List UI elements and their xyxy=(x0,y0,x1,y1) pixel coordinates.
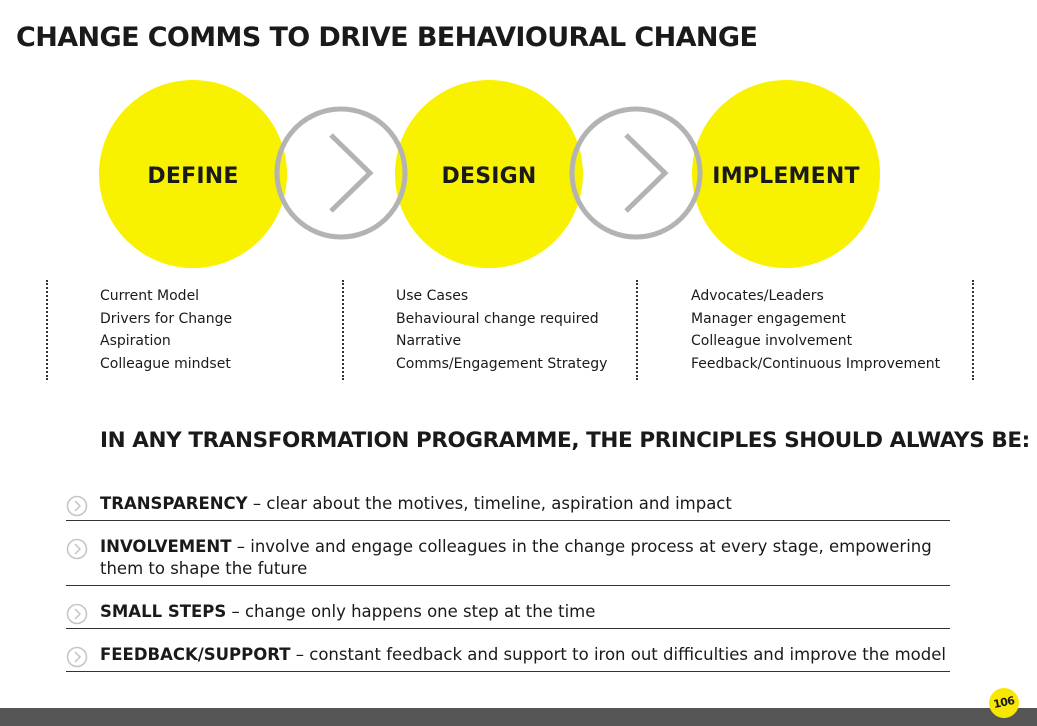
list-item: Colleague involvement xyxy=(691,333,853,350)
principle-item-transparency: TRANSPARENCY – clear about the motives, timeline, aspiration and impact xyxy=(66,490,950,521)
principle-description: constant feedback and support to iron out difficulties and improve the model xyxy=(309,645,946,664)
principle-item-small-steps: SMALL STEPS – change only happens one step at the time xyxy=(66,598,950,629)
principle-item-involvement: INVOLVEMENT – involve and engage colleagues in the change process at every stage, empowering them to shape the future xyxy=(66,533,950,586)
column-divider xyxy=(972,280,974,380)
list-item: Colleague mindset xyxy=(100,356,231,373)
design-items-list xyxy=(396,285,607,376)
connector-ring-1 xyxy=(277,109,405,237)
stage-label-implement: IMPLEMENT xyxy=(712,164,860,189)
list-item: Manager engagement xyxy=(691,310,846,327)
principle-name: TRANSPARENCY xyxy=(100,494,248,513)
column-divider xyxy=(342,280,344,380)
principles-heading: IN ANY TRANSFORMATION PROGRAMME, THE PRINCIPLES SHOULD ALWAYS BE: xyxy=(100,428,1030,453)
chevron-circle-icon xyxy=(66,646,88,668)
principle-description: change only happens one step at the time xyxy=(244,602,596,621)
principle-description: clear about the motives, timeline, aspiration and impact xyxy=(266,494,732,513)
principles-list xyxy=(66,490,950,684)
stage-label-design: DESIGN xyxy=(441,164,537,189)
principle-item-feedback-support: FEEDBACK/SUPPORT – constant feedback and support to iron out difficulties and improve the model xyxy=(66,641,950,672)
principle-name: FEEDBACK/SUPPORT xyxy=(100,645,291,664)
principle-name: SMALL STEPS xyxy=(100,602,227,621)
list-item: Use Cases xyxy=(396,288,469,304)
principle-description: involve and engage colleagues in the change process at every stage, empowering them to shape the future xyxy=(100,537,932,578)
column-divider xyxy=(636,280,638,380)
footer-bar xyxy=(0,708,1037,726)
chevron-circle-icon xyxy=(66,538,88,560)
list-item: Feedback/Continuous Improvement xyxy=(691,356,941,373)
define-items-list xyxy=(100,285,232,376)
list-item: Narrative xyxy=(396,333,462,350)
chevron-circle-icon xyxy=(66,603,88,625)
implement-items-list xyxy=(691,285,940,376)
page-title: CHANGE COMMS TO DRIVE BEHAVIOURAL CHANGE xyxy=(16,22,758,53)
list-item: Aspiration xyxy=(100,333,171,350)
chevron-right-icon xyxy=(331,135,370,211)
chevron-right-icon xyxy=(626,135,665,211)
column-divider xyxy=(46,280,48,380)
stage-label-define: DEFINE xyxy=(147,164,239,189)
list-item: Drivers for Change xyxy=(100,310,233,327)
list-item: Comms/Engagement Strategy xyxy=(396,356,608,373)
stages-diagram xyxy=(0,0,1037,280)
list-item: Behavioural change required xyxy=(396,310,599,327)
principle-name: INVOLVEMENT xyxy=(100,537,232,556)
connector-ring-2 xyxy=(572,109,700,237)
chevron-circle-icon xyxy=(66,495,88,517)
list-item: Current Model xyxy=(100,288,200,304)
list-item: Advocates/Leaders xyxy=(691,288,824,304)
page-number-badge: 106 xyxy=(986,685,1022,721)
